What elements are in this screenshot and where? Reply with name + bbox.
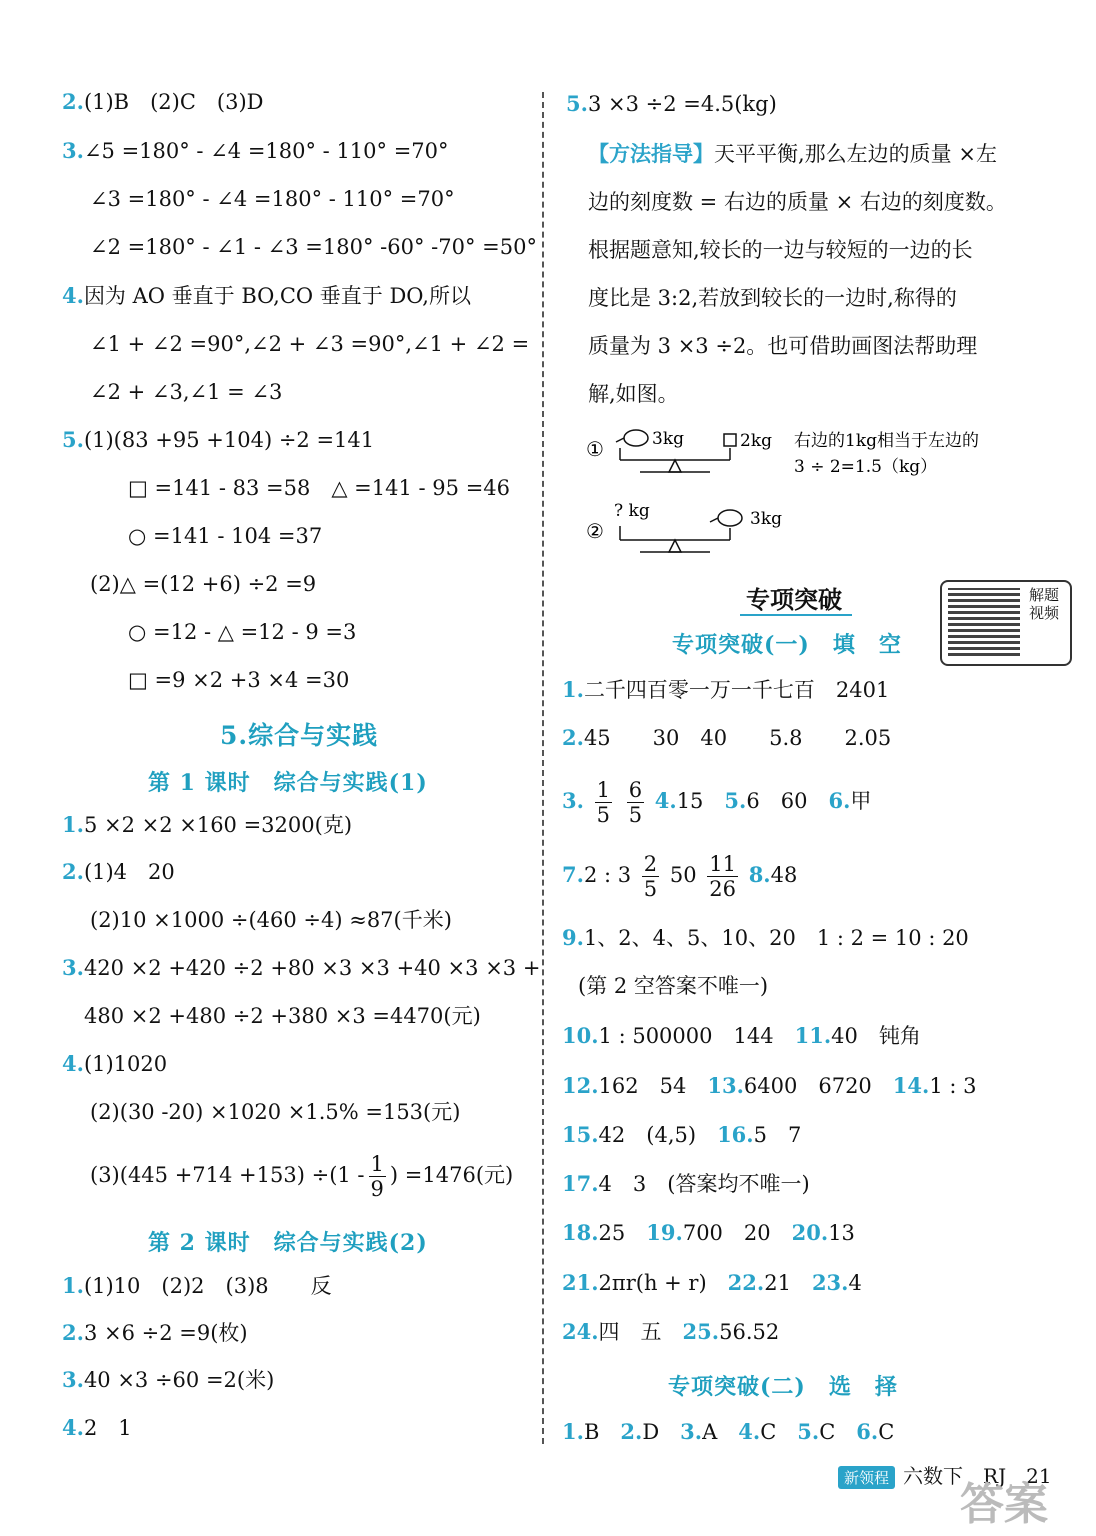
method-tip: 【方法指导】天平平衡,那么左边的质量 ×左 [588, 141, 997, 166]
fraction: $\frac{6}{5}$ [628, 778, 643, 827]
answer-line: 480 ×2 +480 ÷2 +380 ×3 =4470(元) [84, 1004, 481, 1028]
balance-diagram [580, 420, 1040, 570]
answer-line: 17.4 3 (答案均不唯一) [562, 1171, 810, 1196]
answer-line: 4.因为 AO 垂直于 BO,CO 垂直于 DO,所以 [62, 283, 471, 308]
qr-code-icon[interactable] [948, 588, 1020, 656]
answer-line: 3.40 ×3 ÷60 =2(米) [62, 1367, 275, 1392]
answer-line: □ =141 - 83 =58 △ =141 - 95 =46 [128, 476, 511, 500]
fraction: $\frac{2}{5}$ [643, 852, 658, 901]
answer-line: 3. $\frac{1}{5}$ $\frac{6}{5}$ 4.15 5.6 60 6.甲 [562, 778, 872, 827]
answer-line: 2.(1)B (2)C (3)D [62, 89, 264, 114]
answer-line: ∠2 =180° - ∠1 - ∠3 =180° -60° -70° =50° [90, 235, 537, 259]
answer-line: □ =9 ×2 +3 ×4 =30 [128, 668, 350, 692]
answer-line: 3.420 ×2 +420 ÷2 +80 ×3 ×3 +40 ×3 ×3 + [62, 955, 541, 980]
diagram-note: 3 ÷ 2=1.5（kg） [794, 457, 938, 477]
answer-line: 15.42 (4,5) 16.5 7 [562, 1122, 802, 1147]
section-heading: 5.综合与实践 [220, 721, 379, 750]
brand-badge: 新领程 [838, 1466, 895, 1489]
answer-line: 2.3 ×6 ÷2 =9(枚) [62, 1320, 248, 1345]
answer-line: ∠2 + ∠3,∠1 = ∠3 [90, 380, 283, 404]
answer-line: ∠3 =180° - ∠4 =180° - 110° =70° [90, 187, 455, 211]
answer-line: 12.162 54 13.6400 6720 14.1 : 3 [562, 1073, 977, 1098]
page-number: 六数下 RJ 21 [903, 1464, 1052, 1488]
answer-line: ○ =12 - △ =12 - 9 =3 [128, 620, 357, 644]
answer-line: 18.25 19.700 20 20.13 [562, 1220, 855, 1245]
column-divider [542, 92, 544, 1444]
lesson-heading: 第 1 课时 综合与实践(1) [148, 770, 428, 796]
balance-scale-two [614, 501, 782, 552]
answer-line: ○ =141 - 104 =37 [128, 524, 323, 548]
answer-line: 4.(1)1020 [62, 1051, 168, 1076]
topic-heading: 专项突破 [746, 585, 842, 614]
answer-line: (2)(30 -20) ×1020 ×1.5% =153(元) [90, 1100, 461, 1124]
answer-line: 21.2πr(h + r) 22.21 23.4 [562, 1270, 862, 1295]
answer-line: 2.45 30 40 5.8 2.05 [562, 725, 892, 750]
balance-scale-one [616, 429, 772, 472]
fraction: $\frac{1}{9}$ [370, 1152, 384, 1201]
answer-line: 10.1 : 500000 144 11.40 钝角 [562, 1023, 921, 1048]
weight-label: 3kg [750, 509, 782, 529]
answer-line: 5.3 ×3 ÷2 =4.5(kg) [566, 91, 777, 116]
qr-code-panel[interactable] [940, 580, 1072, 666]
answer-line: 7.2 : 3 $\frac{2}{5}$ 50 $\frac{11}{26}$ 8.48 [562, 852, 798, 901]
answer-line: 1.5 ×2 ×2 ×160 =3200(克) [62, 812, 353, 837]
answer-line: 3.∠5 =180° - ∠4 =180° - 110° =70° [62, 138, 449, 163]
fraction: $\frac{11}{26}$ [709, 852, 736, 901]
answer-line: 1.(1)10 (2)2 (3)8 反 [62, 1273, 332, 1298]
answer-line: 1.B 2.D 3.A 4.C 5.C 6.C [562, 1419, 895, 1444]
answer-line: (2)△ =(12 +6) ÷2 =9 [90, 572, 317, 596]
qr-label: 解题视频 [1028, 586, 1059, 622]
method-tip: 根据题意知,较长的一边与较短的一边的长 [588, 238, 973, 262]
watermark-logo: 答案 [960, 1479, 1048, 1530]
weight-label: 2kg [740, 431, 772, 451]
answer-line: (3)(445 +714 +153) ÷(1 - $\frac{1}{9}$ ) =1476(元) [90, 1152, 514, 1201]
method-tip: 质量为 3 ×3 ÷2。也可借助画图法帮助理 [588, 334, 978, 358]
method-tip: 边的刻度数 = 右边的质量 × 右边的刻度数。 [588, 190, 1007, 214]
circle-two: ② [586, 519, 604, 543]
lesson-heading: 第 2 课时 综合与实践(2) [148, 1230, 428, 1256]
method-tip: 度比是 3:2,若放到较长的一边时,称得的 [588, 286, 957, 310]
circle-one: ① [586, 437, 604, 461]
diagram-note: 右边的1kg相当于左边的 [794, 431, 979, 451]
answer-line: 5.(1)(83 +95 +104) ÷2 =141 [62, 427, 375, 452]
method-tip: 解,如图。 [588, 382, 679, 406]
subsection-heading: 专项突破(二) 选 择 [668, 1374, 898, 1400]
weight-label: ? kg [614, 501, 650, 521]
answer-line: 1.二千四百零一万一千七百 2401 [562, 677, 890, 702]
answer-line: (2)10 ×1000 ÷(460 ÷4) ≈87(千米) [90, 908, 452, 932]
weight-label: 3kg [652, 429, 684, 449]
answer-line: 9.1、2、4、5、10、20 1 : 2 = 10 : 20 [562, 925, 969, 950]
fraction: $\frac{1}{5}$ [596, 778, 610, 827]
answer-line: 2.(1)4 20 [62, 859, 175, 884]
answer-line: 24.四 五 25.56.52 [562, 1319, 780, 1344]
answer-line: 4.2 1 [62, 1415, 132, 1440]
heading-underline [740, 614, 852, 616]
answer-line: (第 2 空答案不唯一) [578, 974, 769, 998]
answer-line: ∠1 + ∠2 =90°,∠2 + ∠3 =90°,∠1 + ∠2 = [90, 332, 530, 356]
subsection-heading: 专项突破(一) 填 空 [672, 632, 902, 658]
